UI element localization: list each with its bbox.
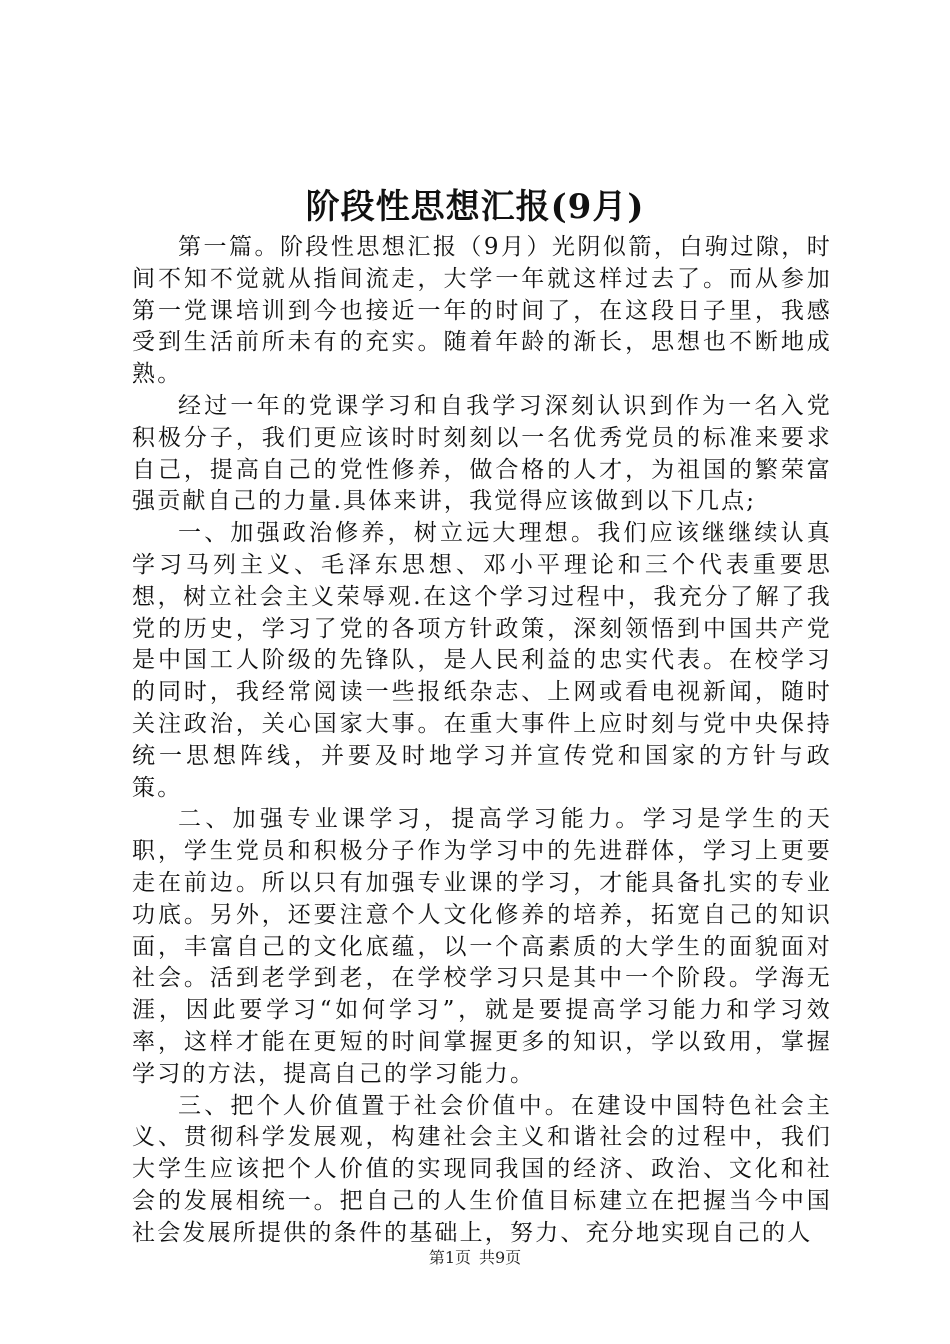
paragraph-intro: 第一篇。阶段性思想汇报（9月）光阴似箭，白驹过隙，时间不知不觉就从指间流走，大学一年就这样过去了。而从参加第一党课培训到今也接近一年的时间了，在这段日子里，我感受到生活前所未有的充实。随着年龄的渐长，思想也不断地成熟。 <box>132 234 832 388</box>
page-count: 共9页 <box>479 1248 522 1267</box>
paragraph-point-one: 一、加强政治修养，树立远大理想。我们应该继继续认真学习马列主义、毛泽东思想、邓小平理论和三个代表重要思想，树立社会主义荣辱观.在这个学习过程中，我充分了解了我党的历史，学习了党的各项方针政策，深刻领悟到中国共产党是中国工人阶级的先锋队，是人民利益的忠实代表。在校学习的同时，我经常阅读一些报纸杂志、上网或看电视新闻，随时关注政治，关心国家大事。在重大事件上应时刻与党中央保持统一思想阵线，并要及时地学习并宣传党和国家的方针与政策。 <box>132 520 832 801</box>
page-number: 第1页 <box>428 1248 471 1267</box>
paragraph-point-two: 二、加强专业课学习，提高学习能力。学习是学生的天职，学生党员和积极分子作为学习中的先进群体，学习上更要走在前边。所以只有加强专业课的学习，才能具备扎实的专业功底。另外，还要注意个人文化修养的培养，拓宽自己的知识面，丰富自己的文化底蕴，以一个高素质的大学生的面貌面对社会。活到老学到老，在学校学习只是其中一个阶段。学海无涯，因此要学习“如何学习”，就是要提高学习能力和学习效率，这样才能在更短的时间掌握更多的知识，学以致用，掌握学习的方法，提高自己的学习能力。 <box>132 806 832 1087</box>
document-body <box>132 232 832 1250</box>
paragraph-point-three: 三、把个人价值置于社会价值中。在建设中国特色社会主义、贯彻科学发展观，构建社会主义和谐社会的过程中，我们大学生应该把个人价值的实现同我国的经济、政治、文化和社会的发展相统一。把自己的人生价值目标建立在把握当今中国社会发展所提供的条件的基础上，努力、充分地实现自己的人 <box>132 1092 832 1246</box>
paragraph-summary: 经过一年的党课学习和自我学习深刻认识到作为一名入党积极分子，我们更应该时时刻刻以一名优秀党员的标准来要求自己，提高自己的党性修养，做合格的人才，为祖国的繁荣富强贡献自己的力量.具体来讲，我觉得应该做到以下几点; <box>132 392 832 515</box>
page-footer <box>0 1246 950 1270</box>
document-title: 阶段性思想汇报(9月) <box>305 187 645 227</box>
